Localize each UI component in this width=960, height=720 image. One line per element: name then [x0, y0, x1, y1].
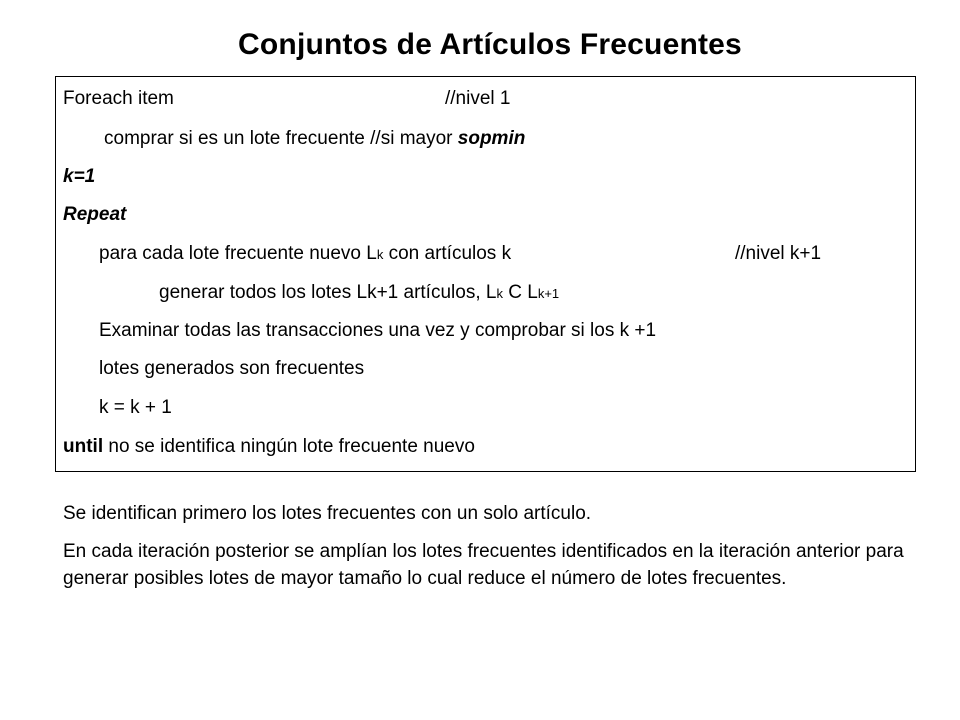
algo-line-generar-pre: generar todos los lotes Lk+1 artículos, L	[159, 282, 497, 303]
algo-line-until-keyword: until	[63, 436, 104, 457]
explanation-paragraph-2: En cada iteración posterior se amplían los lotes frecuentes identificados en la iteración anterior para generar posibles lotes de mayor tamaño lo cual reduce el número de lotes frecuentes.	[63, 541, 904, 589]
algo-line-foreach	[63, 88, 511, 109]
algo-line-comprar-emph: sopmin	[457, 128, 526, 149]
algo-line-para-cada-post: con artículos k	[383, 243, 512, 264]
algo-line-para-cada-comment: //nivel k+1	[735, 243, 822, 264]
algo-line-generar-sub2: k+1	[537, 286, 560, 301]
algo-line-para-cada-sub: k	[376, 247, 384, 262]
algo-line-comprar	[104, 129, 525, 148]
algo-line-examinar: Examinar todas las transacciones una vez y comprobar si los k +1	[99, 320, 657, 341]
algo-line-generar-mid: C L	[502, 282, 538, 303]
algo-line-until	[63, 437, 475, 456]
algo-line-k-init: k=1	[63, 166, 96, 187]
algo-line-para-cada	[99, 243, 822, 264]
algo-line-para-cada-pre: para cada lote frecuente nuevo L	[99, 243, 377, 264]
algo-line-repeat: Repeat	[63, 204, 127, 225]
algo-line-comprar-text: comprar si es un lote frecuente //si mayor	[104, 128, 458, 149]
algo-line-generar-sub1: k	[496, 286, 503, 301]
explanation-paragraph-1: Se identifican primero los lotes frecuentes con un solo artículo.	[63, 503, 592, 524]
algo-line-until-text: no se identifica ningún lote frecuente nuevo	[103, 436, 475, 457]
page-title: Conjuntos de Artículos Frecuentes	[238, 28, 742, 61]
algo-line-k-increment: k = k + 1	[99, 397, 172, 418]
algo-line-generar	[159, 283, 559, 302]
algo-line-foreach-text: Foreach item	[63, 88, 174, 109]
algo-line-foreach-comment: //nivel 1	[445, 88, 511, 109]
algo-line-lotes-generados: lotes generados son frecuentes	[99, 358, 365, 379]
